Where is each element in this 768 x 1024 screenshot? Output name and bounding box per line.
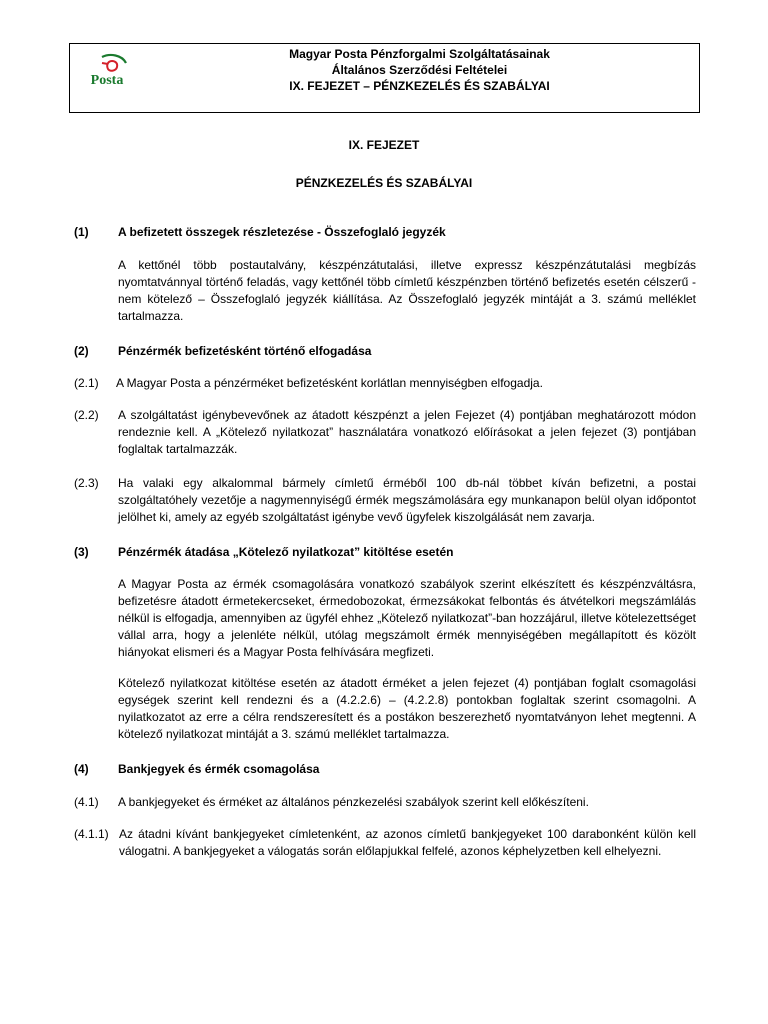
section-number: (3) [74,545,89,559]
section-title: Pénzérmék átadása „Kötelező nyilatkozat” kitöltése esetén [118,545,454,559]
section-3-paragraph-2: Kötelező nyilatkozat kitöltése esetén az átadott érméket a jelen fejezet (4) pontjában foglalt csomagolási egységek szerint kell rendezni és a (4.2.2.6) – (4.2.2.8) pontokban foglaltak szerint csomagolni. A nyilatkozatot az erre a célra rendszeresített és a postákon beszerezhető nyomtatványon lehet megtenni. A kötelező nyilatkozat mintáját a 3. számú melléklet tartalmazza. [118,676,696,741]
item-number: (4.1.1) [74,827,109,841]
section-title: Bankjegyek és érmék csomagolása [118,762,320,776]
section-number: (2) [74,344,89,358]
section-title: Pénzérmék befizetésként történő elfogadása [118,344,372,358]
item-text: Ha valaki egy alkalommal bármely címletű érméből 100 db-nál többet kíván befizetni, a postai szolgáltatóhely vezetője a nagymennyiségű érmék megszámolására egy munkanapon belül olyan időpontot jelölhet ki, amely az egyéb szolgáltatást igénybe vevő ügyfelek kiszolgálását nem zavarja. [118,476,696,524]
section-number: (4) [74,762,89,776]
section-title: A befizetett összegek részletezése - Összefoglaló jegyzék [118,225,446,239]
header-line-3: IX. FEJEZET – PÉNZKEZELÉS ÉS SZABÁLYAI [289,79,550,93]
item-number: (2.1) [74,376,99,390]
chapter-heading: IX. FEJEZET [348,138,420,152]
posta-logo-text: Posta [90,73,124,88]
item-text: A Magyar Posta a pénzérméket befizetésként korlátlan mennyiségben elfogadja. [116,376,543,390]
section-1-paragraph: A kettőnél több postautalvány, készpénzátutalási, illetve expressz készpénzátutalási megbízás nyomtatvánnyal történő feladás, vagy kettőnél több címletű készpénzben történő befizetés esetén célszerű - nem kötelező – Összefoglaló jegyzék kiállítása. Az Összefoglaló jegyzék mintáját a 3. számú melléklet tartalmazza. [118,258,696,323]
section-3-paragraph-1: A Magyar Posta az érmék csomagolására vonatkozó szabályok szerint elkészített és készpénzváltásra, befizetésre átadott érmetekercseket, érmedobozokat, érmezsákokat felbontás és átvételkori megszámlálás nélkül is elfogadja, amennyiben az ügyfél ehhez „Kötelező nyilatkozat”-ban hozzájárul, illetve kötelezettséget vállal arra, hogy a jelenléte nélkül, utólag megszámolt érmék mennyiségében megállapított és közölt hiányokat elismeri és a Magyar Posta felhívására megfizeti. [118,577,696,659]
section-number: (1) [74,225,89,239]
chapter-subtitle: PÉNZKEZELÉS ÉS SZABÁLYAI [295,176,473,190]
document-header [69,43,700,113]
header-line-2: Általános Szerződési Feltételei [331,63,508,77]
item-number: (2.2) [74,408,99,422]
item-number: (4.1) [74,795,99,809]
item-number: (2.3) [74,476,99,490]
item-text: Az átadni kívánt bankjegyeket címletenként, az azonos címletű bankjegyeket 100 darabonként külön kell válogatni. A bankjegyeket a válogatás során előlapjukkal felfelé, azonos képhelyzetben kell elhelyezni. [119,827,696,858]
header-line-1: Magyar Posta Pénzforgalmi Szolgáltatásainak [289,47,550,61]
item-text: A szolgáltatást igénybevevőnek az átadott készpénzt a jelen Fejezet (4) pontjában meghatározott módon rendeznie kell. A „Kötelező nyilatkozat” használatára vonatkozó előírásokat a jelen fejezet (3) pontjában foglaltak tartalmazzák. [118,408,696,456]
item-text: A bankjegyeket és érméket az általános pénzkezelési szabályok szerint kell előkészíteni. [118,795,589,809]
header-title [150,46,689,94]
